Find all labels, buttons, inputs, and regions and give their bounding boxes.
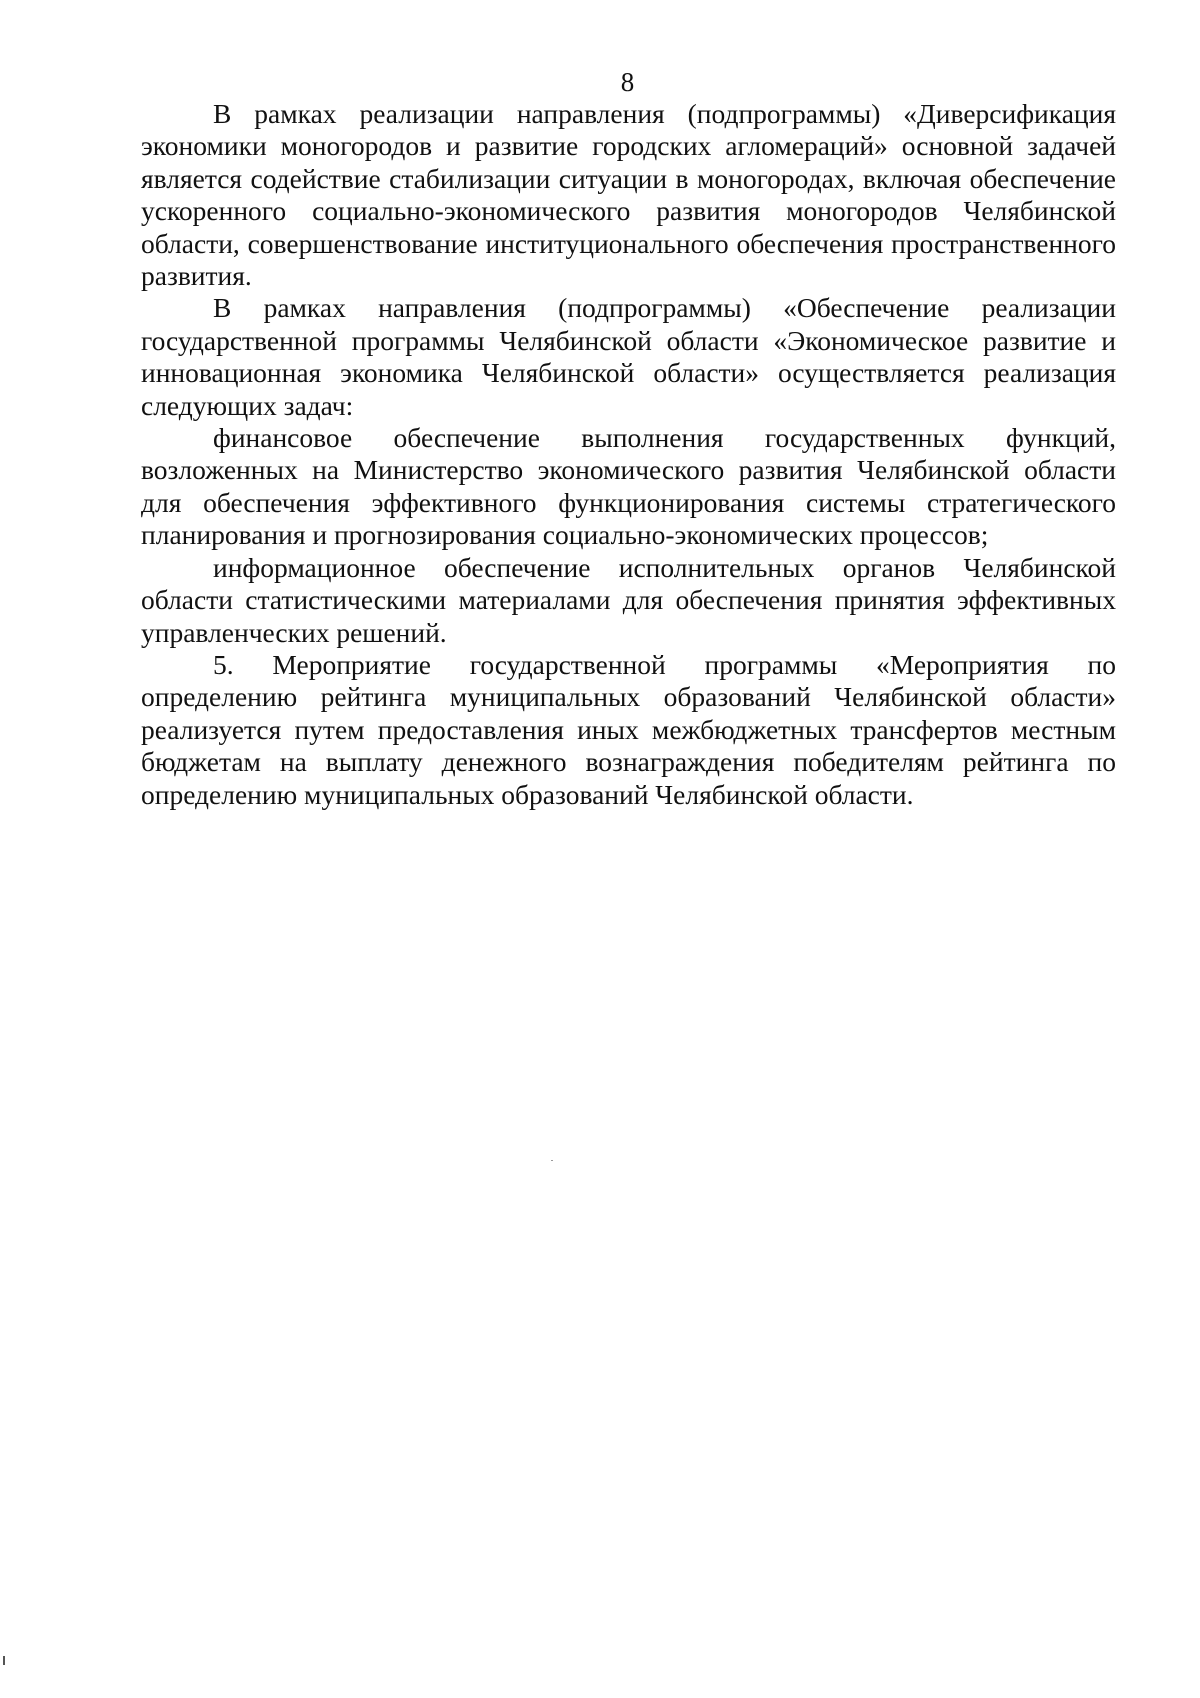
- paragraph-financial-support-task: финансовое обеспечение выполнения государственных функций, возложенных на Министерство экономического развития Челябинской области для обеспечения эффективного функционирования системы стратегического планирования и прогнозирования социально-экономических процессов;: [141, 422, 1116, 551]
- paragraph-monocities-subprogram: В рамках реализации направления (подпрограммы) «Диверсификация экономики моногородов и развитие городских агломераций» основной задачей является содействие стабилизации ситуации в моногородах, включая обеспечение ускоренного социально-экономического развития моногородов Челябинской области, совершенствование институционального обеспечения пространственного развития.: [141, 98, 1116, 292]
- scan-edge-mark: [3, 1656, 5, 1665]
- scan-speck: [551, 1160, 553, 1161]
- page-number: 8: [620, 67, 635, 97]
- paragraph-information-support-task: информационное обеспечение исполнительных органов Челябинской области статистическими материалами для обеспечения принятия эффективных управленческих решений.: [141, 551, 1116, 648]
- paragraph-item-5-rating-measure: 5. Мероприятие государственной программы «Мероприятия по определению рейтинга муниципальных образований Челябинской области» реализуется путем предоставления иных межбюджетных трансфертов местным бюджетам на выплату денежного вознаграждения победителям рейтинга по определению муниципальных образований Челябинской области.: [141, 648, 1116, 810]
- paragraph-program-support-subprogram: В рамках направления (подпрограммы) «Обеспечение реализации государственной программы Челябинской области «Экономическое развитие и инновационная экономика Челябинской области» осуществляется реализация следующих задач:: [141, 292, 1116, 421]
- document-body: [141, 98, 1116, 811]
